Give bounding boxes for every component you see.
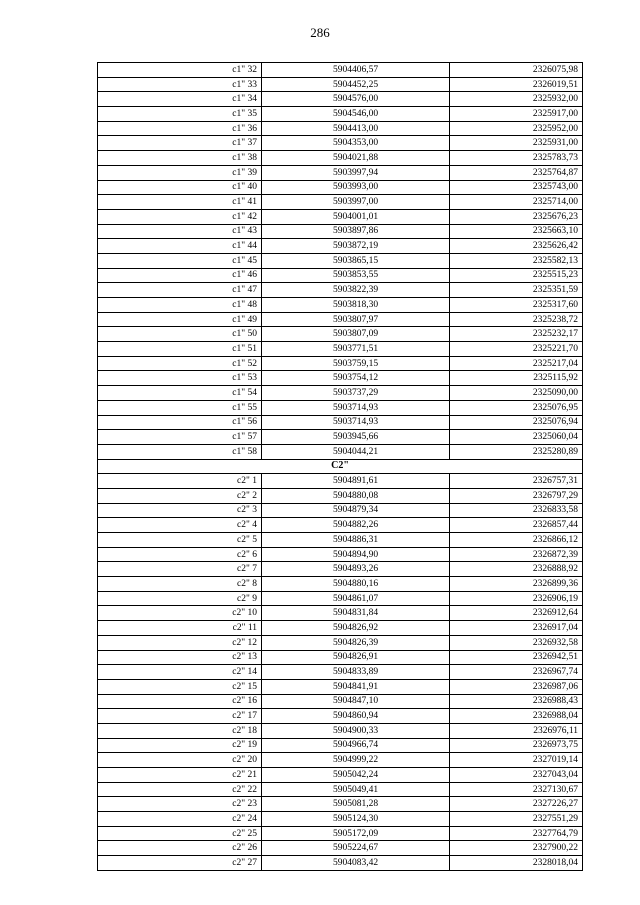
table-row — [98, 77, 583, 92]
y-coordinate-cell: 2326912,64 — [450, 606, 583, 621]
table-row — [98, 738, 583, 753]
point-id-cell: с2" 11 — [98, 621, 262, 636]
table-row — [98, 92, 583, 107]
point-id-cell: с2" 6 — [98, 547, 262, 562]
y-coordinate-cell: 2327130,67 — [450, 782, 583, 797]
x-coordinate-cell: 5903714,93 — [262, 400, 450, 415]
x-coordinate-cell: 5904966,74 — [262, 738, 450, 753]
y-coordinate-cell: 2326973,75 — [450, 738, 583, 753]
table-row — [98, 826, 583, 841]
table-row — [98, 694, 583, 709]
y-coordinate-cell: 2325076,94 — [450, 415, 583, 430]
table-row — [98, 107, 583, 122]
x-coordinate-cell: 5904880,08 — [262, 488, 450, 503]
point-id-cell: с2" 15 — [98, 679, 262, 694]
x-coordinate-cell: 5903807,97 — [262, 312, 450, 327]
x-coordinate-cell: 5905172,09 — [262, 826, 450, 841]
table-row — [98, 812, 583, 827]
y-coordinate-cell: 2326988,43 — [450, 694, 583, 709]
point-id-cell: с1" 49 — [98, 312, 262, 327]
table-row — [98, 753, 583, 768]
x-coordinate-cell: 5903853,55 — [262, 268, 450, 283]
y-coordinate-cell: 2326942,51 — [450, 650, 583, 665]
point-id-cell: с1" 57 — [98, 430, 262, 445]
point-id-cell: с2" 13 — [98, 650, 262, 665]
x-coordinate-cell: 5904886,31 — [262, 533, 450, 548]
x-coordinate-cell: 5904452,25 — [262, 77, 450, 92]
point-id-cell: с1" 33 — [98, 77, 262, 92]
x-coordinate-cell: 5903754,12 — [262, 371, 450, 386]
y-coordinate-cell: 2327019,14 — [450, 753, 583, 768]
point-id-cell: с1" 48 — [98, 298, 262, 313]
x-coordinate-cell: 5903945,66 — [262, 430, 450, 445]
point-id-cell: с1" 54 — [98, 386, 262, 401]
x-coordinate-cell: 5904894,90 — [262, 547, 450, 562]
x-coordinate-cell: 5904861,07 — [262, 591, 450, 606]
table-row — [98, 782, 583, 797]
table-row — [98, 165, 583, 180]
table-row — [98, 591, 583, 606]
point-id-cell: с2" 22 — [98, 782, 262, 797]
y-coordinate-cell: 2325280,89 — [450, 444, 583, 459]
x-coordinate-cell: 5903771,51 — [262, 342, 450, 357]
table-row — [98, 474, 583, 489]
table-row — [98, 635, 583, 650]
table-row — [98, 856, 583, 871]
table-row — [98, 400, 583, 415]
table-row — [98, 606, 583, 621]
point-id-cell: с1" 56 — [98, 415, 262, 430]
y-coordinate-cell: 2328018,04 — [450, 856, 583, 871]
point-id-cell: с2" 26 — [98, 841, 262, 856]
y-coordinate-cell: 2325676,23 — [450, 209, 583, 224]
x-coordinate-cell: 5904900,33 — [262, 723, 450, 738]
y-coordinate-cell: 2326857,44 — [450, 518, 583, 533]
table-row — [98, 768, 583, 783]
x-coordinate-cell: 5905049,41 — [262, 782, 450, 797]
x-coordinate-cell: 5903807,09 — [262, 327, 450, 342]
y-coordinate-cell: 2326019,51 — [450, 77, 583, 92]
x-coordinate-cell: 5903737,29 — [262, 386, 450, 401]
table-row — [98, 136, 583, 151]
y-coordinate-cell: 2327043,04 — [450, 768, 583, 783]
table-row — [98, 342, 583, 357]
y-coordinate-cell: 2326906,19 — [450, 591, 583, 606]
point-id-cell: с1" 46 — [98, 268, 262, 283]
x-coordinate-cell: 5904833,89 — [262, 665, 450, 680]
y-coordinate-cell: 2325060,04 — [450, 430, 583, 445]
x-coordinate-cell: 5904826,92 — [262, 621, 450, 636]
x-coordinate-cell: 5903997,00 — [262, 195, 450, 210]
table-row — [98, 503, 583, 518]
table-row — [98, 195, 583, 210]
y-coordinate-cell: 2325764,87 — [450, 165, 583, 180]
x-coordinate-cell: 5904001,01 — [262, 209, 450, 224]
x-coordinate-cell: 5904880,16 — [262, 577, 450, 592]
y-coordinate-cell: 2326988,04 — [450, 709, 583, 724]
x-coordinate-cell: 5905081,28 — [262, 797, 450, 812]
point-id-cell: с1" 55 — [98, 400, 262, 415]
x-coordinate-cell: 5904826,39 — [262, 635, 450, 650]
table-row — [98, 650, 583, 665]
y-coordinate-cell: 2325783,73 — [450, 151, 583, 166]
page-number: 286 — [310, 25, 330, 40]
point-id-cell: с1" 32 — [98, 63, 262, 78]
coordinates-table — [97, 62, 583, 871]
x-coordinate-cell: 5904353,00 — [262, 136, 450, 151]
table-row — [98, 679, 583, 694]
table-row — [98, 268, 583, 283]
point-id-cell: с2" 9 — [98, 591, 262, 606]
x-coordinate-cell: 5903865,15 — [262, 253, 450, 268]
y-coordinate-cell: 2325076,95 — [450, 400, 583, 415]
x-coordinate-cell: 5904826,91 — [262, 650, 450, 665]
table-row — [98, 327, 583, 342]
table-row — [98, 356, 583, 371]
table-row — [98, 621, 583, 636]
point-id-cell: с2" 27 — [98, 856, 262, 871]
x-coordinate-cell: 5903818,30 — [262, 298, 450, 313]
point-id-cell: с2" 18 — [98, 723, 262, 738]
table-row — [98, 665, 583, 680]
y-coordinate-cell: 2325232,17 — [450, 327, 583, 342]
x-coordinate-cell: 5904831,84 — [262, 606, 450, 621]
point-id-cell: с1" 44 — [98, 239, 262, 254]
y-coordinate-cell: 2326899,36 — [450, 577, 583, 592]
point-id-cell: с1" 38 — [98, 151, 262, 166]
x-coordinate-cell: 5904891,61 — [262, 474, 450, 489]
y-coordinate-cell: 2325317,60 — [450, 298, 583, 313]
point-id-cell: с1" 52 — [98, 356, 262, 371]
y-coordinate-cell: 2325351,59 — [450, 283, 583, 298]
table-row — [98, 547, 583, 562]
x-coordinate-cell: 5904083,42 — [262, 856, 450, 871]
y-coordinate-cell: 2327226,27 — [450, 797, 583, 812]
point-id-cell: с2" 5 — [98, 533, 262, 548]
table-row — [98, 533, 583, 548]
table-row — [98, 797, 583, 812]
x-coordinate-cell: 5904413,00 — [262, 121, 450, 136]
y-coordinate-cell: 2325714,00 — [450, 195, 583, 210]
y-coordinate-cell: 2325238,72 — [450, 312, 583, 327]
point-id-cell: с2" 24 — [98, 812, 262, 827]
y-coordinate-cell: 2325743,00 — [450, 180, 583, 195]
table-row — [98, 562, 583, 577]
y-coordinate-cell: 2326833,58 — [450, 503, 583, 518]
x-coordinate-cell: 5904841,91 — [262, 679, 450, 694]
x-coordinate-cell: 5903997,94 — [262, 165, 450, 180]
point-id-cell: с1" 40 — [98, 180, 262, 195]
x-coordinate-cell: 5904576,00 — [262, 92, 450, 107]
section-header: С2" — [98, 459, 583, 474]
table-row — [98, 415, 583, 430]
table-row — [98, 444, 583, 459]
y-coordinate-cell: 2326917,04 — [450, 621, 583, 636]
table-row — [98, 723, 583, 738]
y-coordinate-cell: 2325917,00 — [450, 107, 583, 122]
table-row — [98, 239, 583, 254]
point-id-cell: с2" 3 — [98, 503, 262, 518]
table-row — [98, 63, 583, 78]
table-row — [98, 151, 583, 166]
point-id-cell: с2" 25 — [98, 826, 262, 841]
table-row — [98, 488, 583, 503]
point-id-cell: с2" 14 — [98, 665, 262, 680]
section-header-row — [98, 459, 583, 474]
y-coordinate-cell: 2327764,79 — [450, 826, 583, 841]
point-id-cell: с2" 16 — [98, 694, 262, 709]
table-row — [98, 283, 583, 298]
point-id-cell: с1" 51 — [98, 342, 262, 357]
point-id-cell: с1" 41 — [98, 195, 262, 210]
point-id-cell: с2" 19 — [98, 738, 262, 753]
x-coordinate-cell: 5904406,57 — [262, 63, 450, 78]
point-id-cell: с1" 43 — [98, 224, 262, 239]
x-coordinate-cell: 5904860,94 — [262, 709, 450, 724]
table-row — [98, 224, 583, 239]
y-coordinate-cell: 2326075,98 — [450, 63, 583, 78]
x-coordinate-cell: 5904021,88 — [262, 151, 450, 166]
point-id-cell: с1" 53 — [98, 371, 262, 386]
table-row — [98, 371, 583, 386]
y-coordinate-cell: 2325515,23 — [450, 268, 583, 283]
table-row — [98, 298, 583, 313]
y-coordinate-cell: 2325115,92 — [450, 371, 583, 386]
table-row — [98, 841, 583, 856]
y-coordinate-cell: 2327551,29 — [450, 812, 583, 827]
point-id-cell: с2" 10 — [98, 606, 262, 621]
y-coordinate-cell: 2325932,00 — [450, 92, 583, 107]
table-row — [98, 312, 583, 327]
x-coordinate-cell: 5904999,22 — [262, 753, 450, 768]
y-coordinate-cell: 2326757,31 — [450, 474, 583, 489]
y-coordinate-cell: 2325663,10 — [450, 224, 583, 239]
point-id-cell: с1" 37 — [98, 136, 262, 151]
point-id-cell: с2" 23 — [98, 797, 262, 812]
point-id-cell: с1" 50 — [98, 327, 262, 342]
y-coordinate-cell: 2325931,00 — [450, 136, 583, 151]
point-id-cell: с2" 2 — [98, 488, 262, 503]
point-id-cell: с1" 45 — [98, 253, 262, 268]
y-coordinate-cell: 2326872,39 — [450, 547, 583, 562]
y-coordinate-cell: 2326797,29 — [450, 488, 583, 503]
x-coordinate-cell: 5903993,00 — [262, 180, 450, 195]
table-row — [98, 386, 583, 401]
y-coordinate-cell: 2326866,12 — [450, 533, 583, 548]
x-coordinate-cell: 5904882,26 — [262, 518, 450, 533]
table-row — [98, 121, 583, 136]
x-coordinate-cell: 5904847,10 — [262, 694, 450, 709]
y-coordinate-cell: 2325217,04 — [450, 356, 583, 371]
point-id-cell: с1" 42 — [98, 209, 262, 224]
y-coordinate-cell: 2325582,13 — [450, 253, 583, 268]
point-id-cell: с2" 20 — [98, 753, 262, 768]
y-coordinate-cell: 2326932,58 — [450, 635, 583, 650]
table-row — [98, 709, 583, 724]
point-id-cell: с2" 17 — [98, 709, 262, 724]
table-row — [98, 209, 583, 224]
y-coordinate-cell: 2325090,00 — [450, 386, 583, 401]
x-coordinate-cell: 5905042,24 — [262, 768, 450, 783]
table-row — [98, 577, 583, 592]
table-row — [98, 430, 583, 445]
x-coordinate-cell: 5904893,26 — [262, 562, 450, 577]
x-coordinate-cell: 5904546,00 — [262, 107, 450, 122]
x-coordinate-cell: 5903872,19 — [262, 239, 450, 254]
point-id-cell: с2" 7 — [98, 562, 262, 577]
x-coordinate-cell: 5903897,86 — [262, 224, 450, 239]
y-coordinate-cell: 2325626,42 — [450, 239, 583, 254]
point-id-cell: с2" 4 — [98, 518, 262, 533]
y-coordinate-cell: 2326976,11 — [450, 723, 583, 738]
x-coordinate-cell: 5904044,21 — [262, 444, 450, 459]
point-id-cell: с1" 35 — [98, 107, 262, 122]
point-id-cell: с1" 39 — [98, 165, 262, 180]
y-coordinate-cell: 2325221,70 — [450, 342, 583, 357]
y-coordinate-cell: 2326967,74 — [450, 665, 583, 680]
x-coordinate-cell: 5903759,15 — [262, 356, 450, 371]
table-row — [98, 180, 583, 195]
point-id-cell: с1" 34 — [98, 92, 262, 107]
point-id-cell: с1" 47 — [98, 283, 262, 298]
y-coordinate-cell: 2326987,06 — [450, 679, 583, 694]
point-id-cell: с2" 21 — [98, 768, 262, 783]
table-row — [98, 253, 583, 268]
y-coordinate-cell: 2326888,92 — [450, 562, 583, 577]
point-id-cell: с1" 58 — [98, 444, 262, 459]
x-coordinate-cell: 5905224,67 — [262, 841, 450, 856]
x-coordinate-cell: 5905124,30 — [262, 812, 450, 827]
table-row — [98, 518, 583, 533]
point-id-cell: с2" 1 — [98, 474, 262, 489]
coordinates-table-body — [98, 63, 583, 871]
point-id-cell: с1" 36 — [98, 121, 262, 136]
y-coordinate-cell: 2325952,00 — [450, 121, 583, 136]
point-id-cell: с2" 12 — [98, 635, 262, 650]
x-coordinate-cell: 5903822,39 — [262, 283, 450, 298]
x-coordinate-cell: 5903714,93 — [262, 415, 450, 430]
y-coordinate-cell: 2327900,22 — [450, 841, 583, 856]
point-id-cell: с2" 8 — [98, 577, 262, 592]
x-coordinate-cell: 5904879,34 — [262, 503, 450, 518]
